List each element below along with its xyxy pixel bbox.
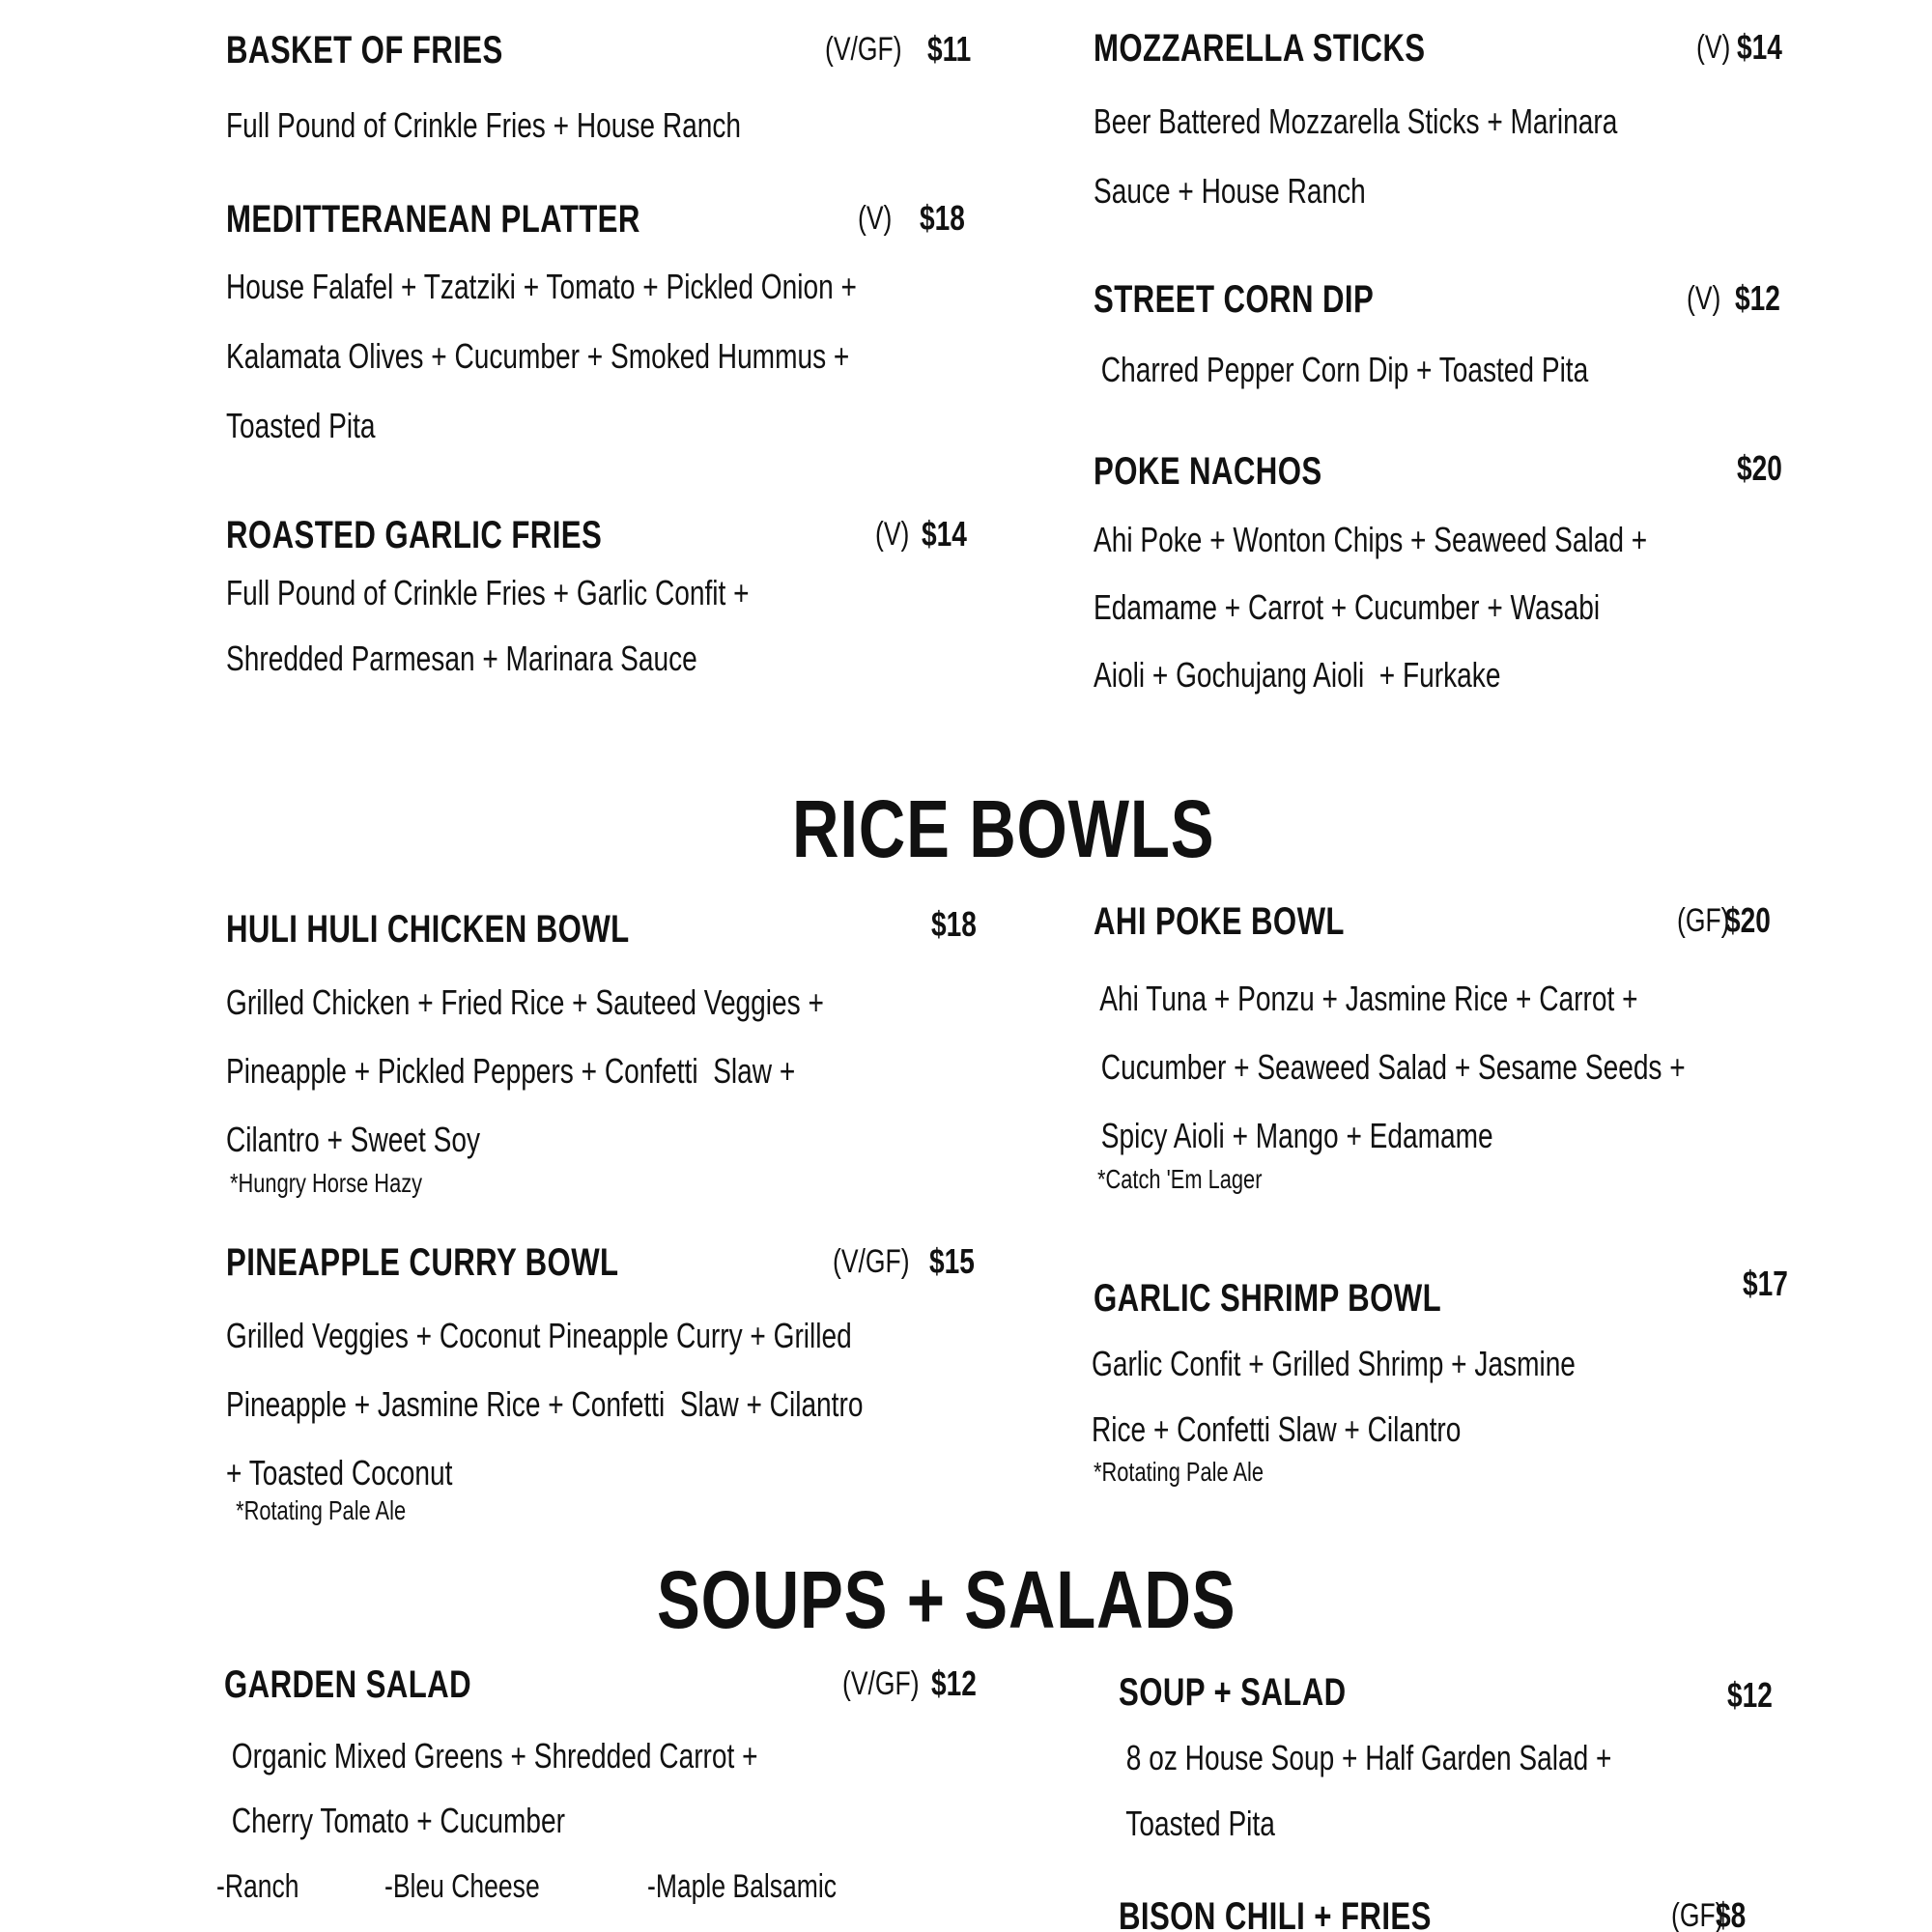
- item-dietary-tag: (V/GF): [842, 1665, 920, 1702]
- item-price: $12: [1735, 278, 1780, 318]
- item-name: AHI POKE BOWL: [1094, 900, 1345, 943]
- item-price: $18: [920, 198, 965, 238]
- item-dietary-tag: (V/GF): [825, 31, 902, 68]
- menu-item-mediterranean-platter: [226, 198, 980, 461]
- menu-item-soup-salad: [1119, 1671, 1795, 1857]
- item-description: [226, 560, 980, 692]
- item-price: $8: [1716, 1895, 1747, 1932]
- description-line: Grilled Veggies + Coconut Pineapple Curry + Grilled: [226, 1316, 852, 1355]
- description-line: Spicy Aioli + Mango + Edamame: [1094, 1116, 1493, 1155]
- menu-item-poke-nachos: [1094, 450, 1789, 709]
- beer-pairing: *Rotating Pale Ale: [1094, 1457, 1264, 1487]
- description-line: House Falafel + Tzatziki + Tomato + Pickled Onion +: [226, 267, 857, 306]
- description-line: Garlic Confit + Grilled Shrimp + Jasmine: [1092, 1344, 1576, 1383]
- item-name: MEDITTERANEAN PLATTER: [226, 198, 640, 241]
- description-line: Rice + Confetti Slaw + Cilantro: [1092, 1409, 1462, 1449]
- description-line: 8 oz House Soup + Half Garden Salad +: [1119, 1738, 1612, 1777]
- item-price: $12: [1727, 1675, 1773, 1715]
- menu-item-ahi-poke-bowl: [1094, 900, 1789, 1195]
- description-line: Toasted Pita: [1119, 1804, 1275, 1843]
- section-title-soups-salads: SOUPS + SALADS: [657, 1554, 1236, 1645]
- dressing-option-maple-balsamic: -Maple Balsamic: [647, 1868, 838, 1905]
- description-line: Sauce + House Ranch: [1094, 171, 1366, 211]
- description-line: Toasted Pita: [226, 406, 376, 445]
- item-dietary-tag: (GF): [1677, 902, 1730, 939]
- menu-item-garlic-shrimp-bowl: [1092, 1264, 1789, 1488]
- item-description: [226, 252, 980, 461]
- item-name: HULI HULI CHICKEN BOWL: [226, 908, 630, 951]
- description-line: Full Pound of Crinkle Fries + Garlic Confit +: [226, 573, 750, 612]
- menu-item-street-corn-dip: [1094, 278, 1789, 404]
- description-line: Beer Battered Mozzarella Sticks + Marinara: [1094, 101, 1618, 141]
- menu-item-pineapple-curry-bowl: [226, 1241, 999, 1526]
- item-price: $15: [929, 1241, 975, 1281]
- item-description: [1094, 506, 1789, 709]
- description-line: Cilantro + Sweet Soy: [226, 1120, 480, 1159]
- item-dietary-tag: (V): [1696, 29, 1731, 66]
- item-description: [1092, 1331, 1789, 1463]
- item-name: GARLIC SHRIMP BOWL: [1094, 1277, 1442, 1320]
- dressing-option-bleu-cheese: -Bleu Cheese: [384, 1868, 540, 1905]
- description-line: Pineapple + Jasmine Rice + Confetti Slaw + Cilantro: [226, 1384, 864, 1424]
- item-price: $12: [931, 1663, 977, 1703]
- item-name: POKE NACHOS: [1094, 450, 1322, 493]
- item-price: $14: [922, 514, 967, 554]
- item-price: $11: [927, 29, 972, 69]
- item-description: [1094, 87, 1789, 226]
- item-name: GARDEN SALAD: [224, 1663, 472, 1706]
- item-price: $20: [1737, 448, 1782, 488]
- menu-item-bison-chili-fries: [1119, 1895, 1795, 1932]
- description-line: Kalamata Olives + Cucumber + Smoked Hummus +: [226, 336, 850, 376]
- item-description: [1119, 1725, 1795, 1857]
- item-price: $17: [1743, 1264, 1788, 1303]
- item-name: SOUP + SALAD: [1119, 1671, 1347, 1714]
- item-description: [1094, 964, 1789, 1170]
- description-line: Full Pound of Crinkle Fries + House Ranch: [226, 105, 741, 145]
- description-line: Organic Mixed Greens + Shredded Carrot +: [224, 1736, 758, 1776]
- item-dietary-tag: (V): [1687, 280, 1721, 317]
- item-name: MOZZARELLA STICKS: [1094, 27, 1426, 70]
- item-description: [226, 91, 980, 160]
- description-line: Shredded Parmesan + Marinara Sauce: [226, 639, 697, 678]
- item-description: [226, 968, 999, 1174]
- dressing-option-ranch: -Ranch: [216, 1868, 299, 1905]
- section-title-rice-bowls: RICE BOWLS: [792, 783, 1215, 874]
- menu-item-roasted-garlic-fries: [226, 514, 980, 692]
- item-name: ROASTED GARLIC FRIES: [226, 514, 603, 556]
- description-line: Ahi Poke + Wonton Chips + Seaweed Salad +: [1094, 520, 1648, 559]
- menu-item-mozzarella-sticks: [1094, 27, 1789, 226]
- item-price: $18: [931, 904, 977, 944]
- item-dietary-tag: (V): [858, 200, 893, 237]
- description-line: Grilled Chicken + Fried Rice + Sauteed Veggies +: [226, 982, 824, 1022]
- menu-item-garden-salad: [224, 1663, 997, 1853]
- description-line: Ahi Tuna + Ponzu + Jasmine Rice + Carrot +: [1094, 979, 1638, 1018]
- description-line: Cherry Tomato + Cucumber: [224, 1801, 565, 1840]
- description-line: Cucumber + Seaweed Salad + Sesame Seeds +: [1094, 1047, 1686, 1087]
- item-description: [1094, 336, 1789, 404]
- beer-pairing: *Catch 'Em Lager: [1097, 1164, 1263, 1194]
- item-price: $20: [1725, 900, 1771, 940]
- description-line: + Toasted Coconut: [226, 1453, 453, 1492]
- beer-pairing: *Rotating Pale Ale: [230, 1495, 407, 1525]
- menu-item-basket-of-fries: [226, 29, 980, 160]
- item-name: STREET CORN DIP: [1094, 278, 1375, 321]
- item-description: [226, 1301, 999, 1507]
- description-line: Charred Pepper Corn Dip + Toasted Pita: [1094, 350, 1589, 389]
- item-description: [224, 1723, 997, 1853]
- description-line: Pineapple + Pickled Peppers + Confetti Slaw +: [226, 1051, 796, 1091]
- item-name: BASKET OF FRIES: [226, 29, 503, 71]
- item-dietary-tag: (V/GF): [833, 1243, 910, 1280]
- item-dietary-tag: (GF): [1671, 1897, 1724, 1932]
- item-price: $14: [1737, 27, 1782, 67]
- description-line: Edamame + Carrot + Cucumber + Wasabi: [1094, 587, 1601, 627]
- menu-item-huli-huli-chicken-bowl: [226, 904, 999, 1199]
- description-line: Aioli + Gochujang Aioli + Furkake: [1094, 655, 1501, 695]
- item-name: PINEAPPLE CURRY BOWL: [226, 1241, 619, 1284]
- beer-pairing: *Hungry Horse Hazy: [230, 1168, 423, 1198]
- item-name: BISON CHILI + FRIES: [1119, 1895, 1432, 1932]
- item-dietary-tag: (V): [875, 516, 910, 553]
